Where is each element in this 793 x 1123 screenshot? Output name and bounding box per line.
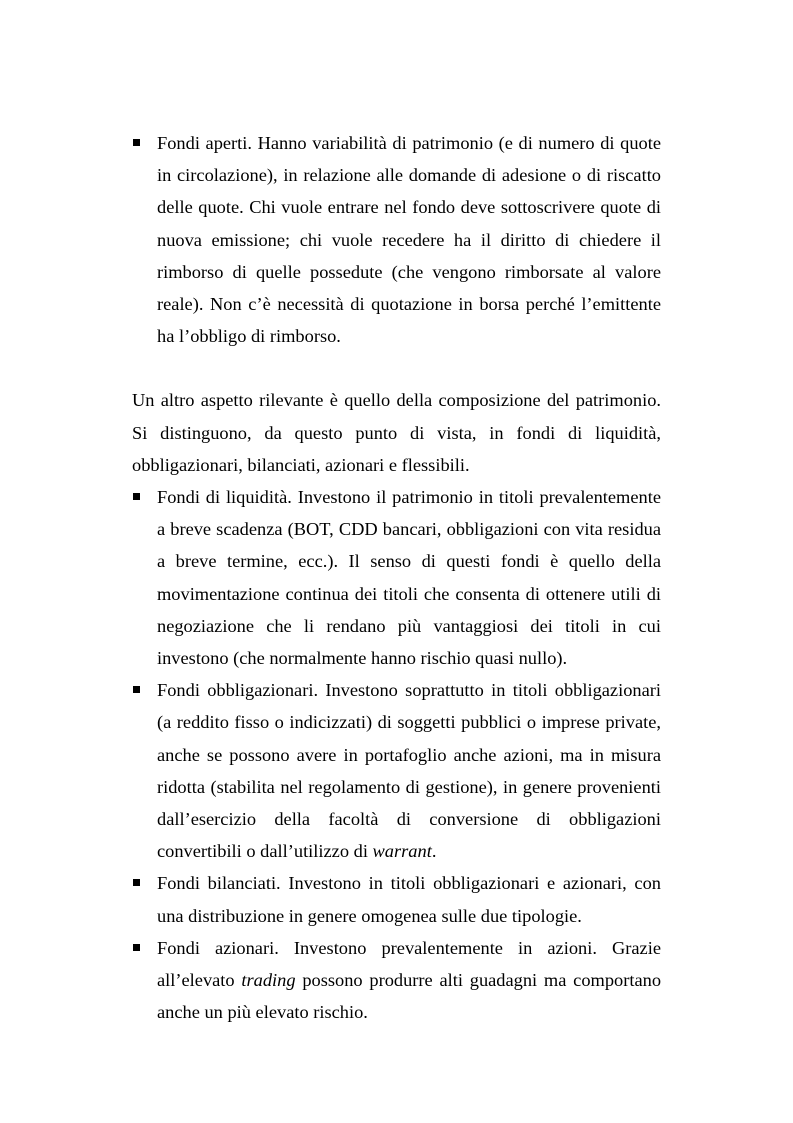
document-page — [132, 127, 661, 1028]
list-item-fondi-liquidita — [132, 481, 661, 674]
list-item-fondi-bilanciati — [132, 867, 661, 931]
square-bullet-icon — [133, 139, 140, 146]
square-bullet-icon — [133, 493, 140, 500]
list-item-text: Fondi di liquidità. Investono il patrimonio in titoli prevalentemente a breve scadenza (BOT, CDD bancari, obbligazioni con vita residua a breve termine, ecc.). Il senso di questi fondi è quello della movimentazione continua dei titoli che consenta di ottenere utili di negoziazione che li rendano più vantaggiosi dei titoli in cui investono (che normalmente hanno rischio quasi nullo). — [157, 487, 661, 669]
list-item-fondi-aperti — [132, 127, 661, 352]
list-item-text: Fondi bilanciati. Investono in titoli obbligazionari e azionari, con una distribuzione in genere omogenea sulle due tipologie. — [157, 873, 661, 926]
square-bullet-icon — [133, 879, 140, 886]
list-item-fondi-azionari — [132, 932, 661, 1029]
italic-term: trading — [241, 970, 296, 991]
list-item-text: Fondi obbligazionari. Investono soprattutto in titoli obbligazionari (a reddito fisso o indicizzati) di soggetti pubblici o imprese private, anche se possono avere in portafoglio anche azioni, ma in misura ridotta (stabilita nel regolamento di gestione), in genere provenienti dall’esercizio della facoltà di conversione di obbligazioni convertibili o dall’utilizzo di warrant. — [157, 680, 661, 862]
list-item-fondi-obbligazionari — [132, 674, 661, 867]
italic-term: warrant — [372, 841, 432, 862]
paragraph-gap — [132, 352, 661, 384]
square-bullet-icon — [133, 944, 140, 951]
list-item-text: Fondi azionari. Investono prevalentemente in azioni. Grazie all’elevato trading possono produrre alti guadagni ma comportano anche un più elevato rischio. — [157, 937, 662, 1023]
list-item-text: Fondi aperti. Hanno variabilità di patrimonio (e di numero di quote in circolazione), in relazione alle domande di adesione o di riscatto delle quote. Chi vuole entrare nel fondo deve sottoscrivere quote di nuova emissione; chi vuole recedere ha il diritto di chiedere il rimborso di quelle possedute (che vengono rimborsate al valore reale). Non c’è necessità di quotazione in borsa perché l’emittente ha l’obbligo di rimborso. — [157, 133, 661, 347]
square-bullet-icon — [133, 686, 140, 693]
body-paragraph: Un altro aspetto rilevante è quello della composizione del patrimonio. Si distinguono, da questo punto di vista, in fondi di liquidità, obbligazionari, bilanciati, azionari e flessibili. — [132, 390, 661, 475]
